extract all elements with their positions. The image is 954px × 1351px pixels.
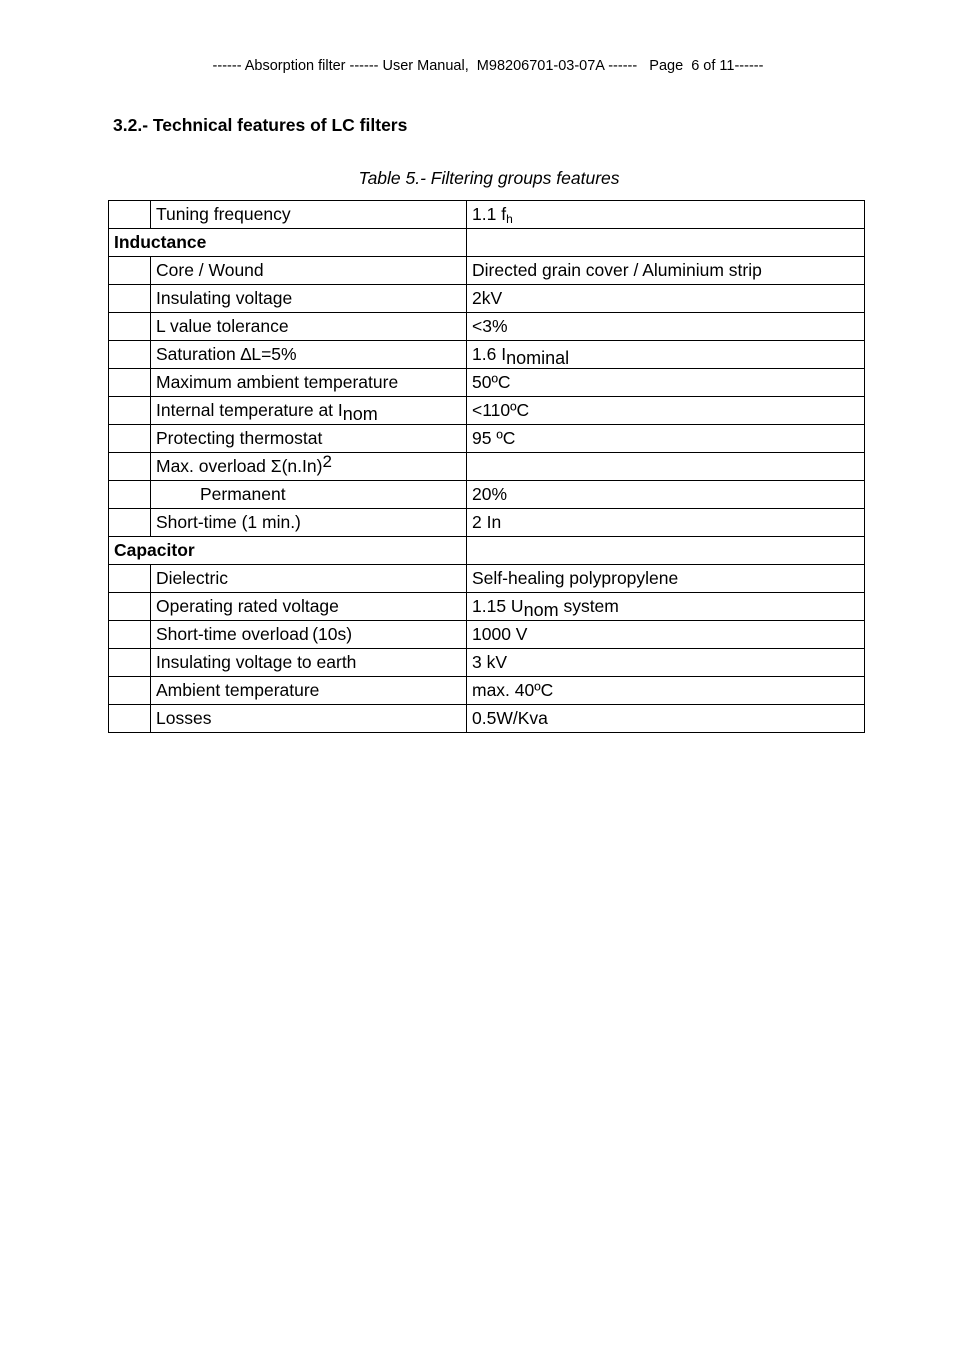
row-value <box>467 341 865 369</box>
table-row <box>109 257 865 285</box>
table-row <box>109 285 865 313</box>
empty-cell <box>109 397 151 425</box>
empty-cell <box>109 313 151 341</box>
row-label: Ambient temperature <box>151 677 467 705</box>
row-value <box>467 201 865 229</box>
table-caption: Table 5.- Filtering groups features <box>358 168 620 188</box>
table-row <box>109 537 865 565</box>
row-label: Permanent <box>151 481 467 509</box>
row-value: 20% <box>467 481 865 509</box>
label-main: Max. overload Σ(n.In) <box>156 456 323 476</box>
value-main: 1.1 f <box>472 204 507 224</box>
empty-cell <box>109 285 151 313</box>
row-value: 2kV <box>467 285 865 313</box>
table-row <box>109 229 865 257</box>
empty-cell <box>109 593 151 621</box>
row-label: Core / Wound <box>151 257 467 285</box>
row-label: Maximum ambient temperature <box>151 369 467 397</box>
table-row <box>109 341 865 369</box>
row-label <box>151 397 467 425</box>
empty-cell <box>109 649 151 677</box>
table-row <box>109 397 865 425</box>
table-row <box>109 565 865 593</box>
table-row <box>109 593 865 621</box>
label-subscript: nom <box>342 404 378 424</box>
empty-cell <box>109 481 151 509</box>
table-row <box>109 313 865 341</box>
value-main: 1.15 U <box>472 596 524 616</box>
row-value: Self-healing polypropylene <box>467 565 865 593</box>
table-row <box>109 201 865 229</box>
empty-cell <box>467 453 865 481</box>
table-row <box>109 649 865 677</box>
value-subscript: nominal <box>506 348 570 368</box>
row-value: 50ºC <box>467 369 865 397</box>
section-title: 3.2.- Technical features of LC filters <box>113 115 408 135</box>
row-value: 1000 V <box>467 621 865 649</box>
empty-cell <box>109 257 151 285</box>
group-heading-capacitor: Capacitor <box>109 537 467 565</box>
row-value: 0.5W/Kva <box>467 705 865 733</box>
empty-cell <box>109 705 151 733</box>
group-heading-inductance: Inductance <box>109 229 467 257</box>
table-row <box>109 677 865 705</box>
row-value: <110ºC <box>467 397 865 425</box>
row-label: Protecting thermostat <box>151 425 467 453</box>
empty-cell <box>109 453 151 481</box>
table-row <box>109 369 865 397</box>
row-label: Short-time (1 min.) <box>151 509 467 537</box>
empty-cell <box>109 425 151 453</box>
row-value: 3 kV <box>467 649 865 677</box>
table-row <box>109 481 865 509</box>
row-label <box>151 453 467 481</box>
table-row <box>109 425 865 453</box>
empty-cell <box>109 565 151 593</box>
table-row <box>109 453 865 481</box>
row-value: <3% <box>467 313 865 341</box>
features-table <box>108 200 865 733</box>
row-value: max. 40ºC <box>467 677 865 705</box>
row-label: Saturation ∆L=5% <box>151 341 467 369</box>
row-value: 95 ºC <box>467 425 865 453</box>
page-header: ------ Absorption filter ------ User Manual, M98206701-03-07A ------ Page 6 of 11------ <box>212 58 764 74</box>
table-row <box>109 509 865 537</box>
empty-cell <box>109 509 151 537</box>
row-label: Insulating voltage <box>151 285 467 313</box>
row-label: L value tolerance <box>151 313 467 341</box>
empty-cell <box>109 201 151 229</box>
row-label: Operating rated voltage <box>151 593 467 621</box>
row-value: Directed grain cover / Aluminium strip <box>467 257 865 285</box>
empty-cell <box>467 537 865 565</box>
empty-cell <box>467 229 865 257</box>
row-label: Insulating voltage to earth <box>151 649 467 677</box>
row-label: Tuning frequency <box>151 201 467 229</box>
row-label: Dielectric <box>151 565 467 593</box>
row-label: Losses <box>151 705 467 733</box>
row-label: Short-time overload (10s) <box>151 621 467 649</box>
value-subscript: h <box>506 212 513 226</box>
value-tail: system <box>558 596 619 616</box>
empty-cell <box>109 369 151 397</box>
value-main: 1.6 I <box>472 344 507 364</box>
empty-cell <box>109 621 151 649</box>
table-row <box>109 621 865 649</box>
empty-cell <box>109 677 151 705</box>
table-row <box>109 705 865 733</box>
row-value: 2 In <box>467 509 865 537</box>
value-subscript: nom <box>523 600 559 620</box>
label-main: Internal temperature at I <box>156 400 343 420</box>
label-superscript: 2 <box>322 452 332 471</box>
empty-cell <box>109 341 151 369</box>
row-value <box>467 593 865 621</box>
